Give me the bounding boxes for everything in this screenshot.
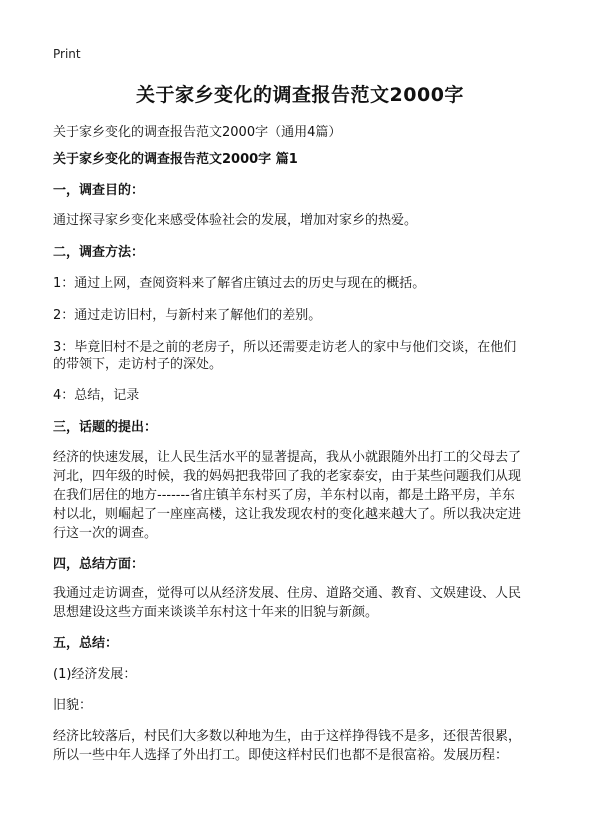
page-title: 关于家乡变化的调查报告范文2000字 xyxy=(136,84,464,106)
purpose-text: 通过探寻家乡变化来感受体验社会的发展，增加对家乡的热爱。 xyxy=(53,213,418,228)
summary-old-label: 旧貌： xyxy=(53,698,93,713)
section-heading-method: 二，调查方法： xyxy=(53,245,145,260)
topic-text-line: 在我们居住的地方-------省庄镇羊东村买了房，羊东村以南，都是土路平房，羊东 xyxy=(53,488,515,503)
method-item: 2：通过走访旧村，与新村来了解他们的差别。 xyxy=(53,308,322,323)
summary-aspects-line: 思想建设这些方面来谈谈羊东村这十年来的旧貌与新颜。 xyxy=(53,605,379,620)
method-item-line: 3：毕竟旧村不是之前的老房子，所以还需要走访老人的家中与他们交谈，在他们 xyxy=(53,340,517,355)
topic-text-line: 村以北，则崛起了一座座高楼，这让我发现农村的变化越来越大了。所以我决定进 xyxy=(53,507,522,522)
summary-aspects-line: 我通过走访调查，觉得可以从经济发展、住房、道路交通、教育、文娱建设、人民 xyxy=(53,586,522,601)
method-item-line: 的带领下，走访村子的深处。 xyxy=(53,357,223,372)
print-label: Print xyxy=(53,47,81,61)
method-item: 1：通过上网，查阅资料来了解省庄镇过去的历史与现在的概括。 xyxy=(53,276,426,291)
topic-text-line: 河北，四年级的时候，我的妈妈把我带回了我的老家泰安，由于某些问题我们从现 xyxy=(53,469,522,484)
topic-text-line: 行这一次的调查。 xyxy=(53,526,158,541)
section-heading-purpose: 一，调查目的： xyxy=(53,183,145,198)
summary-text-line: 所以一些中年人选择了外出打工。即使这样村民们也都不是很富裕。发展历程： xyxy=(53,748,509,763)
method-item: 4：总结，记录 xyxy=(53,388,140,403)
summary-text-line: 经济比较落后，村民们大多数以种地为生，由于这样挣得钱不是多，还很苦很累， xyxy=(53,729,522,744)
summary-item: (1)经济发展： xyxy=(53,667,137,682)
section-heading-topic: 三，话题的提出： xyxy=(53,420,158,435)
article-heading: 关于家乡变化的调查报告范文2000字 篇1 xyxy=(53,152,298,167)
section-heading-summary: 五，总结： xyxy=(53,636,119,651)
subtitle: 关于家乡变化的调查报告范文2000字（通用4篇） xyxy=(53,125,342,140)
section-heading-summary-aspects: 四，总结方面： xyxy=(53,557,145,572)
topic-text-line: 经济的快速发展，让人民生活水平的显著提高，我从小就跟随外出打工的父母去了 xyxy=(53,450,522,465)
